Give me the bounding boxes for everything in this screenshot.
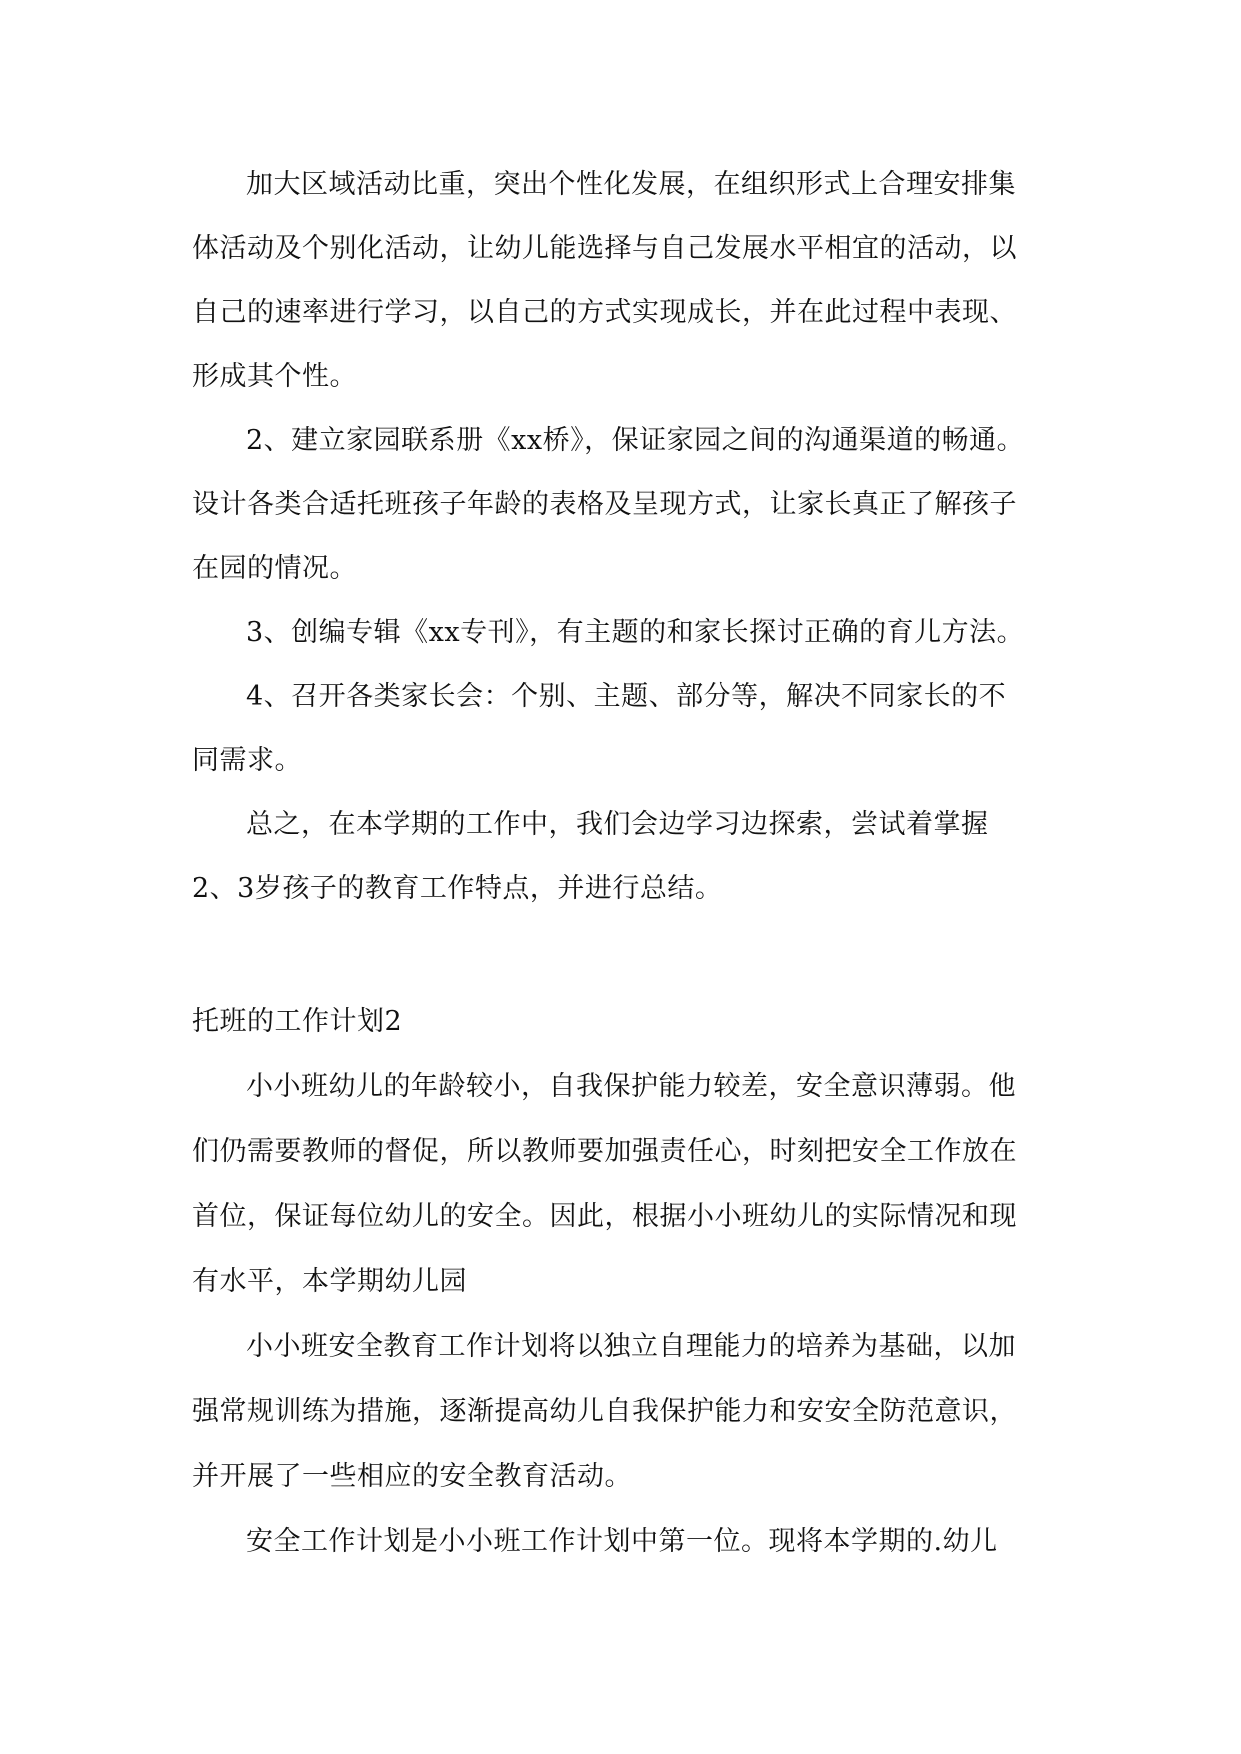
text-line: 总之，在本学期的工作中，我们会边学习边探索，尝试着掌握	[246, 809, 989, 840]
section-heading: 托班的工作计划2	[192, 1006, 403, 1037]
text-line: 首位，保证每位幼儿的安全。因此，根据小小班幼儿的实际情况和现	[192, 1201, 1017, 1232]
text-line: 们仍需要教师的督促，所以教师要加强责任心，时刻把安全工作放在	[192, 1136, 1017, 1167]
text-line: 3、创编专辑《xx专刊》，有主题的和家长探讨正确的育儿方法。	[246, 617, 1025, 648]
text-line: 体活动及个别化活动，让幼儿能选择与自己发展水平相宜的活动，以	[192, 233, 1017, 264]
text-line: 强常规训练为措施，逐渐提高幼儿自我保护能力和安安全防范意识，	[192, 1396, 1017, 1427]
text-line: 4、召开各类家长会：个别、主题、部分等，解决不同家长的不	[246, 681, 1007, 712]
text-line: 加大区域活动比重，突出个性化发展，在组织形式上合理安排集	[246, 169, 1016, 200]
text-line: 2、3岁孩子的教育工作特点，并进行总结。	[192, 873, 723, 904]
text-line: 2、建立家园联系册《xx桥》，保证家园之间的沟通渠道的畅通。	[246, 425, 1025, 456]
text-line: 安全工作计划是小小班工作计划中第一位。现将本学期的.幼儿	[246, 1526, 998, 1557]
text-line: 设计各类合适托班孩子年龄的表格及呈现方式，让家长真正了解孩子	[192, 489, 1017, 520]
text-line: 小小班安全教育工作计划将以独立自理能力的培养为基础，以加	[246, 1331, 1016, 1362]
text-line: 形成其个性。	[192, 361, 357, 392]
text-line: 有水平，本学期幼儿园	[192, 1266, 467, 1297]
text-line: 并开展了一些相应的安全教育活动。	[192, 1461, 632, 1492]
text-line: 小小班幼儿的年龄较小，自我保护能力较差，安全意识薄弱。他	[246, 1071, 1016, 1102]
text-line: 自己的速率进行学习，以自己的方式实现成长，并在此过程中表现、	[192, 297, 1017, 328]
text-line: 在园的情况。	[192, 553, 357, 584]
text-line: 同需求。	[192, 745, 302, 776]
